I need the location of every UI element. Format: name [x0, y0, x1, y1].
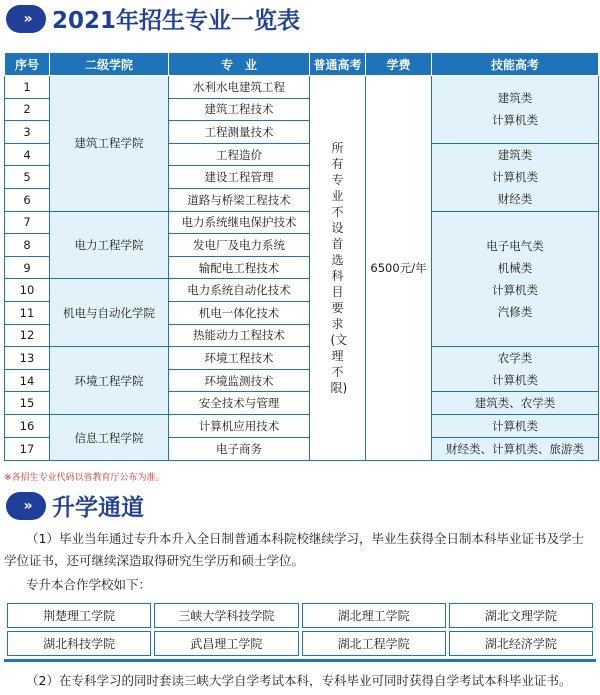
school-cell: 荆楚理工学院: [7, 603, 151, 628]
skill-exam-cell: 建筑类 计算机类 财经类: [432, 143, 599, 211]
row-no: 12: [5, 324, 50, 347]
table-row: [5, 211, 599, 234]
major-cell: 环境监测技术: [169, 369, 310, 392]
skill-exam-cell: 电子电气类 机械类 计算机类 汽修类: [432, 211, 599, 347]
section-heading-pathway: [6, 489, 144, 522]
double-chevron-icon: »: [6, 492, 46, 520]
table-row: [5, 76, 599, 99]
major-cell: 建设工程管理: [169, 166, 310, 189]
paragraph-upgrade: （1）毕业当年通过专升本升入全日制普通本科院校继续学习，毕业生获得全日制本科毕业证书及学士学位证书，还可继续深造取得研究生学历和硕士学位。: [4, 531, 584, 568]
section-title: 升学通道: [52, 495, 144, 521]
paragraph-self-exam: （2）在专科学习的同时套读三峡大学自学考试本科，专科毕业可同时获得自学考试本科毕业证书。: [26, 673, 572, 688]
row-no: 5: [5, 166, 50, 189]
major-cell: 环境工程技术: [169, 347, 310, 370]
section-heading-majors: [6, 2, 300, 35]
table-row: [5, 415, 599, 438]
major-cell: 电力系统继电保护技术: [169, 211, 310, 234]
school-cell: 三峡大学科技学院: [154, 603, 298, 628]
row-no: 14: [5, 369, 50, 392]
footnote: ※各招生专业代码以省教育厅公布为准。: [4, 473, 165, 483]
school-cell: 湖北经济学院: [449, 631, 593, 656]
row-no: 16: [5, 415, 50, 438]
row-no: 7: [5, 211, 50, 234]
row-no: 3: [5, 121, 50, 144]
page-title: 2021年招生专业一览表: [52, 8, 301, 34]
college-cell: 建筑工程学院: [50, 76, 169, 212]
school-cell: 湖北科技学院: [7, 631, 151, 656]
majors-table-container: [4, 52, 598, 461]
partner-list-title: 专升本合作学校如下：: [26, 577, 152, 592]
major-cell: 输配电工程技术: [169, 256, 310, 279]
double-chevron-icon: »: [6, 5, 46, 33]
tuition-cell: 6500元/年: [366, 76, 432, 461]
row-no: 11: [5, 301, 50, 324]
school-cell: 湖北理工学院: [302, 603, 446, 628]
majors-table: [4, 52, 599, 461]
school-cell: 湖北文理学院: [449, 603, 593, 628]
school-cell: 湖北工程学院: [302, 631, 446, 656]
header-general-exam: 普通高考: [310, 53, 366, 76]
row-no: 8: [5, 234, 50, 257]
major-cell: 发电厂及电力系统: [169, 234, 310, 257]
college-cell: 环境工程学院: [50, 347, 169, 415]
skill-exam-cell: 计算机类: [432, 415, 599, 438]
skill-exam-cell: 农学类 计算机类: [432, 347, 599, 392]
major-cell: 计算机应用技术: [169, 415, 310, 438]
header-college: 二级学院: [50, 53, 169, 76]
row-no: 2: [5, 98, 50, 121]
table-row: [7, 631, 593, 656]
major-cell: 水利水电建筑工程: [169, 76, 310, 99]
row-no: 6: [5, 188, 50, 211]
major-cell: 工程造价: [169, 143, 310, 166]
row-no: 9: [5, 256, 50, 279]
major-cell: 热能动力工程技术: [169, 324, 310, 347]
major-cell: 道路与桥梁工程技术: [169, 188, 310, 211]
exam-requirement-cell: 所有专业不设首选科目要求(文理不限): [310, 76, 366, 461]
row-no: 13: [5, 347, 50, 370]
major-cell: 电力系统自动化技术: [169, 279, 310, 302]
skill-exam-cell: 财经类、计算机类、旅游类: [432, 438, 599, 461]
table-row: [7, 603, 593, 628]
major-cell: 工程测量技术: [169, 121, 310, 144]
header-skill-exam: 技能高考: [432, 53, 599, 76]
skill-exam-cell: 建筑类 计算机类: [432, 76, 599, 144]
college-cell: 信息工程学院: [50, 415, 169, 461]
college-cell: 机电与自动化学院: [50, 279, 169, 347]
table-row: [5, 347, 599, 370]
row-no: 10: [5, 279, 50, 302]
row-no: 4: [5, 143, 50, 166]
header-major: 专 业: [169, 53, 310, 76]
major-cell: 机电一体化技术: [169, 301, 310, 324]
table-header-row: [5, 53, 599, 76]
row-no: 1: [5, 76, 50, 99]
header-no: 序号: [5, 53, 50, 76]
row-no: 17: [5, 438, 50, 461]
partner-schools-table: [4, 600, 596, 659]
major-cell: 电子商务: [169, 438, 310, 461]
skill-exam-cell: 建筑类、农学类: [432, 392, 599, 415]
major-cell: 安全技术与管理: [169, 392, 310, 415]
major-cell: 建筑工程技术: [169, 98, 310, 121]
row-no: 15: [5, 392, 50, 415]
college-cell: 电力工程学院: [50, 211, 169, 279]
school-cell: 武昌理工学院: [154, 631, 298, 656]
header-tuition: 学费: [366, 53, 432, 76]
